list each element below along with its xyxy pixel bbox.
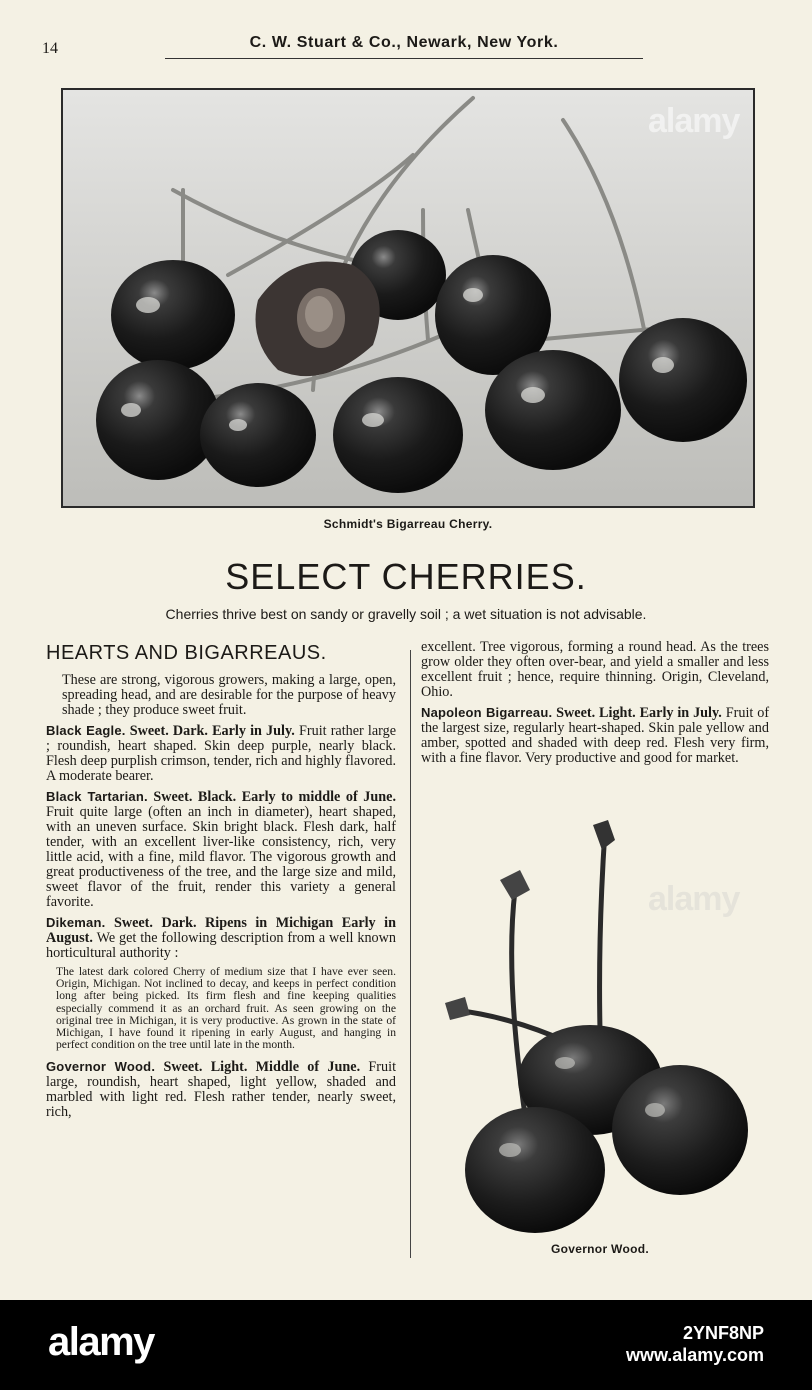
watermark-middle: alamy	[648, 880, 740, 918]
variety-napoleon-bigarreau	[421, 705, 769, 766]
page-title: SELECT CHERRIES.	[225, 556, 587, 597]
variety-name: Black Tartarian.	[46, 789, 148, 804]
variety-name: Governor Wood.	[46, 1059, 156, 1075]
footer-bar	[0, 1300, 812, 1390]
variety-name: Dikeman.	[46, 915, 106, 930]
variety-description: We get the following description from a well known horticultural authority :	[46, 930, 396, 961]
variety-description: Fruit quite large (often an inch in diameter), heart shaped, with an uneven surface. Skin bright black. Flesh dark, half tender, with an excellent liver-like consistency, rich, very little acid, with a fine, mild flavor. The vigorous growth and great productiveness of the tree, and the large size and mild, sweet flavor of the fruit, render this variety a general favorite.	[46, 804, 396, 910]
variety-governor-wood	[46, 1059, 396, 1120]
page-number: 14	[42, 40, 58, 57]
variety-tags: Sweet. Dark. Early in July.	[129, 723, 295, 739]
governor-wood-caption: Governor Wood.	[551, 1242, 649, 1256]
variety-black-tartarian	[46, 789, 396, 910]
cherry-cluster-illustration	[63, 90, 753, 506]
variety-dikeman	[46, 915, 396, 961]
variety-name: Black Eagle.	[46, 723, 126, 738]
variety-black-eagle	[46, 723, 396, 784]
variety-description: Fruit large, roundish, heart shaped, light yellow, shaded and marbled with light red. Flesh rather tender, nearly sweet, rich,	[46, 1059, 397, 1121]
cherry-photo-top	[61, 88, 755, 508]
variety-tags: Sweet. Dark. Ripens in Michigan Early in August.	[46, 915, 397, 946]
footer-info	[626, 1322, 764, 1366]
variety-description: Fruit rather large ; roundish, heart shaped. Skin deep purple, nearly black. Flesh deep purplish crimson, tender, rich and highly flavored. A moderate bearer.	[46, 723, 397, 784]
running-head: C. W. Stuart & Co., Newark, New York.	[165, 34, 643, 59]
watermark-top: alamy	[648, 102, 740, 140]
site-url: www.alamy.com	[625, 1345, 764, 1365]
image-id: 2YNF8NP	[682, 1323, 764, 1343]
variety-name: Napoleon Bigarreau.	[421, 705, 553, 720]
section-heading: HEARTS AND BIGARREAUS.	[46, 642, 327, 664]
right-column	[421, 640, 769, 771]
top-photo-caption: Schmidt's Bigarreau Cherry.	[323, 517, 493, 531]
left-column	[46, 642, 397, 1125]
section-intro: These are strong, vigorous growers, making a large, open, spreading head, and are desirable for the purpose of heavy shade ; they produce sweet fruit.	[62, 672, 396, 718]
variety-tags: Sweet. Light. Middle of June.	[163, 1059, 361, 1076]
intro-text: Cherries thrive best on sandy or gravelly soil ; a wet situation is not advisable.	[165, 606, 647, 622]
governor-wood-continuation: excellent. Tree vigorous, forming a round head. As the trees grow older they often over-bear, and yield a smaller and less excellent fruit ; hence, require thinning. Origin, Cleveland, Ohio.	[421, 639, 769, 700]
variety-tags: Sweet. Light. Early in July.	[556, 705, 722, 721]
column-divider	[410, 650, 411, 1258]
alamy-logo: alamy	[48, 1320, 154, 1364]
variety-tags: Sweet. Black. Early to middle of June.	[153, 789, 396, 805]
dikeman-quote: The latest dark colored Cherry of medium size that I have ever seen. Origin, Michigan. Not inclined to decay, and keeps in perfect condition long after being picked. Its firm flesh and fine keeping qualities especially commend it as an orchard fruit. As seen growing on the original tree in Michigan, it is very productive. As grown in the state of Michigan, I have found it ripening in early August, and hanging in perfect condition on the tree until late in the month.	[56, 965, 396, 1052]
variety-description: Fruit of the largest size, regularly heart-shaped. Skin pale yellow and amber, spotted and shaded with deep red. Flesh very firm, with a fine flavor. Very productive and good for market.	[421, 705, 770, 766]
